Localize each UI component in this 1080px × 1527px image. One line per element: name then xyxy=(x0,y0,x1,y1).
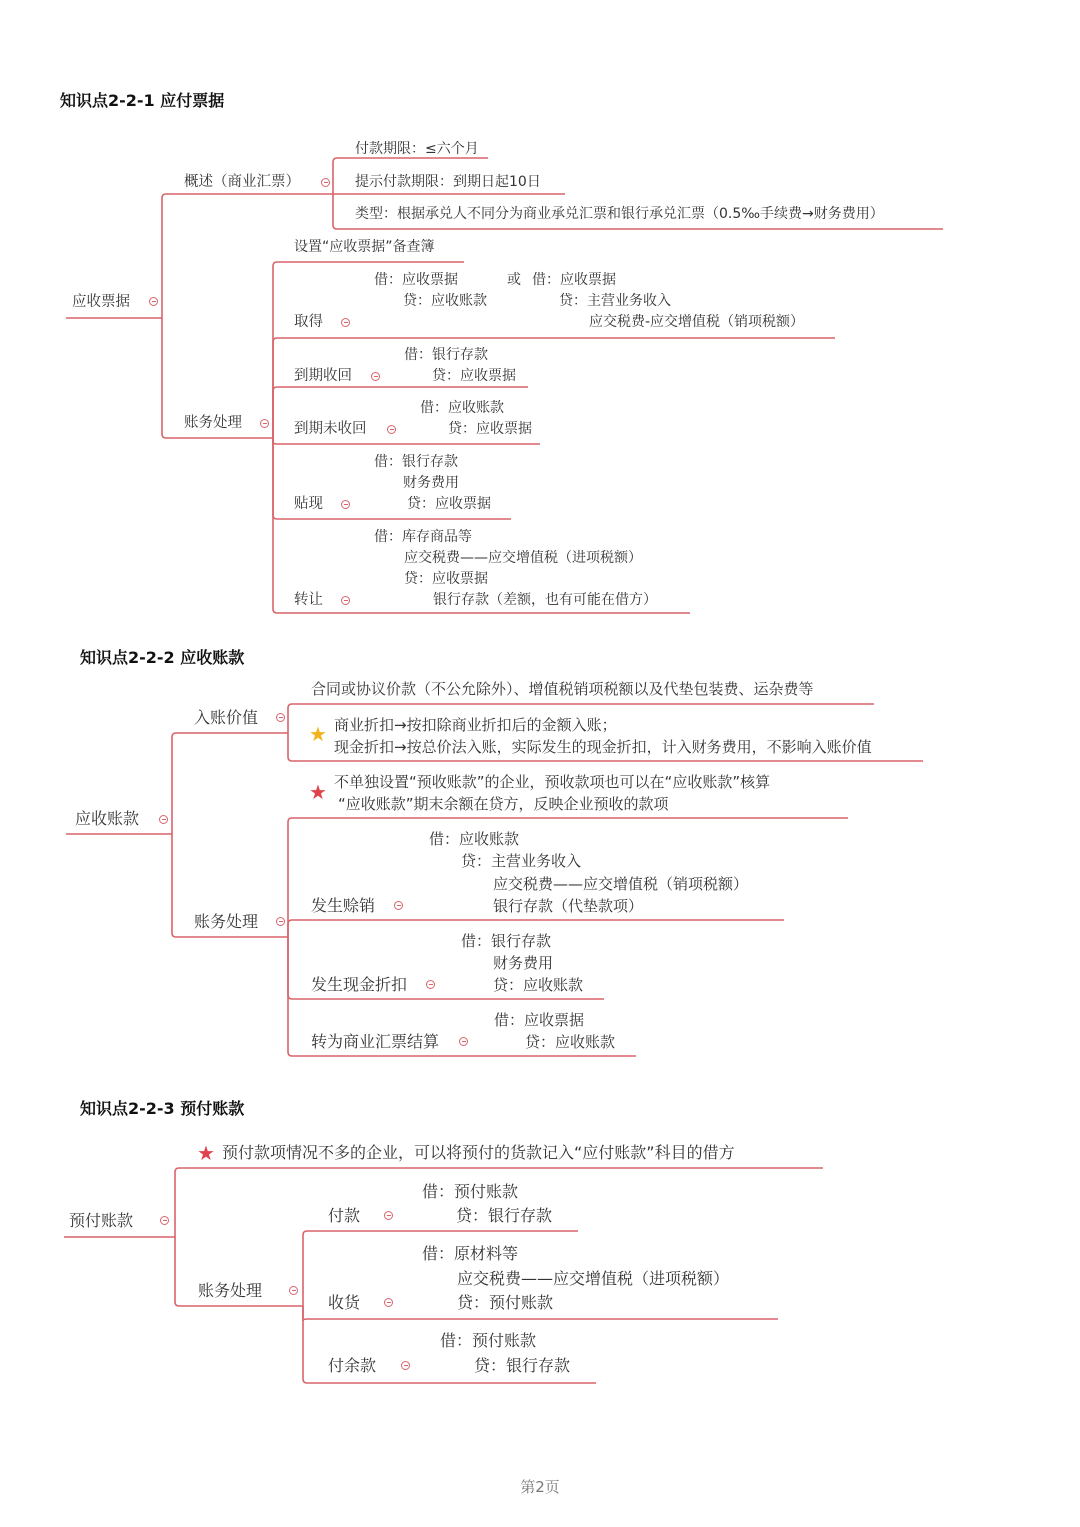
collapse-icon[interactable] xyxy=(384,1211,393,1220)
entry-line: 贷：主营业务收入 xyxy=(559,293,671,309)
node-transfer: 转让 xyxy=(294,592,323,608)
collapse-icon[interactable] xyxy=(371,372,380,381)
overview-types: 类型：根据承兑人不同分为商业承兑汇票和银行承兑汇票（0.5‰手续费→财务费用） xyxy=(355,206,884,222)
star-icon: ★ xyxy=(197,1141,215,1165)
collapse-icon[interactable] xyxy=(341,318,350,327)
node-payment: 付款 xyxy=(328,1206,361,1225)
entry-line: 银行存款（代垫款项） xyxy=(493,897,644,915)
node-goods-received: 收货 xyxy=(328,1293,361,1312)
collapse-icon[interactable] xyxy=(341,596,350,605)
star-icon: ★ xyxy=(309,722,327,746)
section-title-prepayments: 知识点2-2-3 预付账款 xyxy=(80,1099,245,1118)
collapse-icon[interactable] xyxy=(321,178,330,187)
book-value-cash-discount: 现金折扣→按总价法入账，实际发生的现金折扣，计入财务费用，不影响入账价值 xyxy=(334,738,872,756)
collapse-icon[interactable] xyxy=(276,917,285,926)
collapse-icon[interactable] xyxy=(276,713,285,722)
entry-line: 贷：银行存款 xyxy=(474,1356,571,1375)
advance-note-balance: “应收账款”期末余额在贷方，反映企业预收的款项 xyxy=(338,795,669,813)
entry-line: 贷：银行存款 xyxy=(456,1206,553,1225)
entry-line: 借：银行存款 xyxy=(461,932,552,950)
entry-line: 借：应收票据 xyxy=(494,1011,585,1029)
collapse-icon[interactable] xyxy=(260,419,269,428)
node-due-collected: 到期收回 xyxy=(294,368,352,384)
root-node-notes-receivable: 应收票据 xyxy=(72,294,130,310)
collapse-icon[interactable] xyxy=(341,500,350,509)
entry-line: 贷：应收票据 xyxy=(448,421,532,437)
entry-line: 借：应收票据 xyxy=(374,272,458,288)
node-convert-to-bill: 转为商业汇票结算 xyxy=(311,1032,440,1051)
advance-note: 不单独设置“预收账款”的企业，预收款项也可以在“应收账款”核算 xyxy=(334,773,771,791)
entry-line: 借：银行存款 xyxy=(404,347,488,363)
collapse-icon[interactable] xyxy=(387,425,396,434)
setup-memo-book: 设置“应收票据”备查簿 xyxy=(294,239,435,255)
collapse-icon[interactable] xyxy=(459,1037,468,1046)
entry-line: 贷：应收账款 xyxy=(525,1033,616,1051)
book-value-item: 合同或协议价款（不公允除外）、增值税销项税额以及代垫包装费、运杂费等 xyxy=(311,680,814,698)
entry-line: 贷：应收票据 xyxy=(432,368,516,384)
overview-presentment-term: 提示付款期限：到期日起10日 xyxy=(355,174,541,190)
collapse-icon[interactable] xyxy=(426,980,435,989)
branch-overview: 概述（商业汇票） xyxy=(184,174,300,190)
entry-line: 贷：预付账款 xyxy=(457,1293,554,1312)
node-balance-payment: 付余款 xyxy=(328,1356,377,1375)
entry-line: 应交税费-应交增值税（销项税额） xyxy=(589,314,805,330)
entry-line: 借：应收账款 xyxy=(420,400,504,416)
book-value-trade-discount: 商业折扣→按扣除商业折扣后的金额入账； xyxy=(334,716,617,734)
collapse-icon[interactable] xyxy=(289,1286,298,1295)
entry-line: 应交税费——应交增值税（销项税额） xyxy=(493,875,749,893)
entry-line: 银行存款（差额，也有可能在借方） xyxy=(433,592,657,608)
branch-accounting: 账务处理 xyxy=(184,415,242,431)
node-discount: 贴现 xyxy=(294,496,323,512)
collapse-icon[interactable] xyxy=(149,297,158,306)
branch-book-value: 入账价值 xyxy=(194,708,259,727)
node-acquire: 取得 xyxy=(294,314,323,330)
page-number: 第2页 xyxy=(520,1478,560,1496)
collapse-icon[interactable] xyxy=(394,901,403,910)
entry-line: 贷：应收票据 xyxy=(404,571,488,587)
prepayment-note: 预付款项情况不多的企业，可以将预付的货款记入“应付账款”科目的借方 xyxy=(222,1143,735,1162)
node-due-uncollected: 到期未收回 xyxy=(294,421,367,437)
root-node-prepayments: 预付账款 xyxy=(69,1211,134,1230)
entry-line: 贷：应收账款 xyxy=(403,293,487,309)
root-node-accounts-receivable: 应收账款 xyxy=(75,809,140,828)
branch-accounting: 账务处理 xyxy=(194,912,259,931)
entry-line: 借：应收账款 xyxy=(429,830,520,848)
entry-line: 贷：主营业务收入 xyxy=(461,852,582,870)
collapse-icon[interactable] xyxy=(159,815,168,824)
node-credit-sale: 发生赊销 xyxy=(311,896,376,915)
entry-line: 借：预付账款 xyxy=(440,1331,537,1350)
entry-line: 借：预付账款 xyxy=(422,1182,519,1201)
collapse-icon[interactable] xyxy=(384,1298,393,1307)
entry-line: 应交税费——应交增值税（进项税额） xyxy=(404,550,642,566)
collapse-icon[interactable] xyxy=(160,1216,169,1225)
entry-line: 借：银行存款 xyxy=(374,454,458,470)
collapse-icon[interactable] xyxy=(401,1361,410,1370)
entry-or: 或 xyxy=(507,272,521,288)
entry-line: 财务费用 xyxy=(403,475,459,491)
entry-line: 贷：应收账款 xyxy=(493,976,584,994)
entry-line: 财务费用 xyxy=(493,954,554,972)
entry-line: 借：原材料等 xyxy=(422,1244,519,1263)
section-title-notes-payable: 知识点2-2-1 应付票据 xyxy=(60,91,225,110)
section-title-accounts-receivable: 知识点2-2-2 应收账款 xyxy=(80,648,245,667)
entry-line: 贷：应收票据 xyxy=(407,496,491,512)
node-cash-discount: 发生现金折扣 xyxy=(311,975,408,994)
overview-payment-term: 付款期限：≤六个月 xyxy=(355,141,479,157)
star-icon: ★ xyxy=(309,780,327,804)
branch-accounting: 账务处理 xyxy=(198,1281,263,1300)
entry-line: 借：库存商品等 xyxy=(374,529,472,545)
entry-line: 应交税费——应交增值税（进项税额） xyxy=(457,1269,730,1288)
entry-line: 借：应收票据 xyxy=(532,272,616,288)
